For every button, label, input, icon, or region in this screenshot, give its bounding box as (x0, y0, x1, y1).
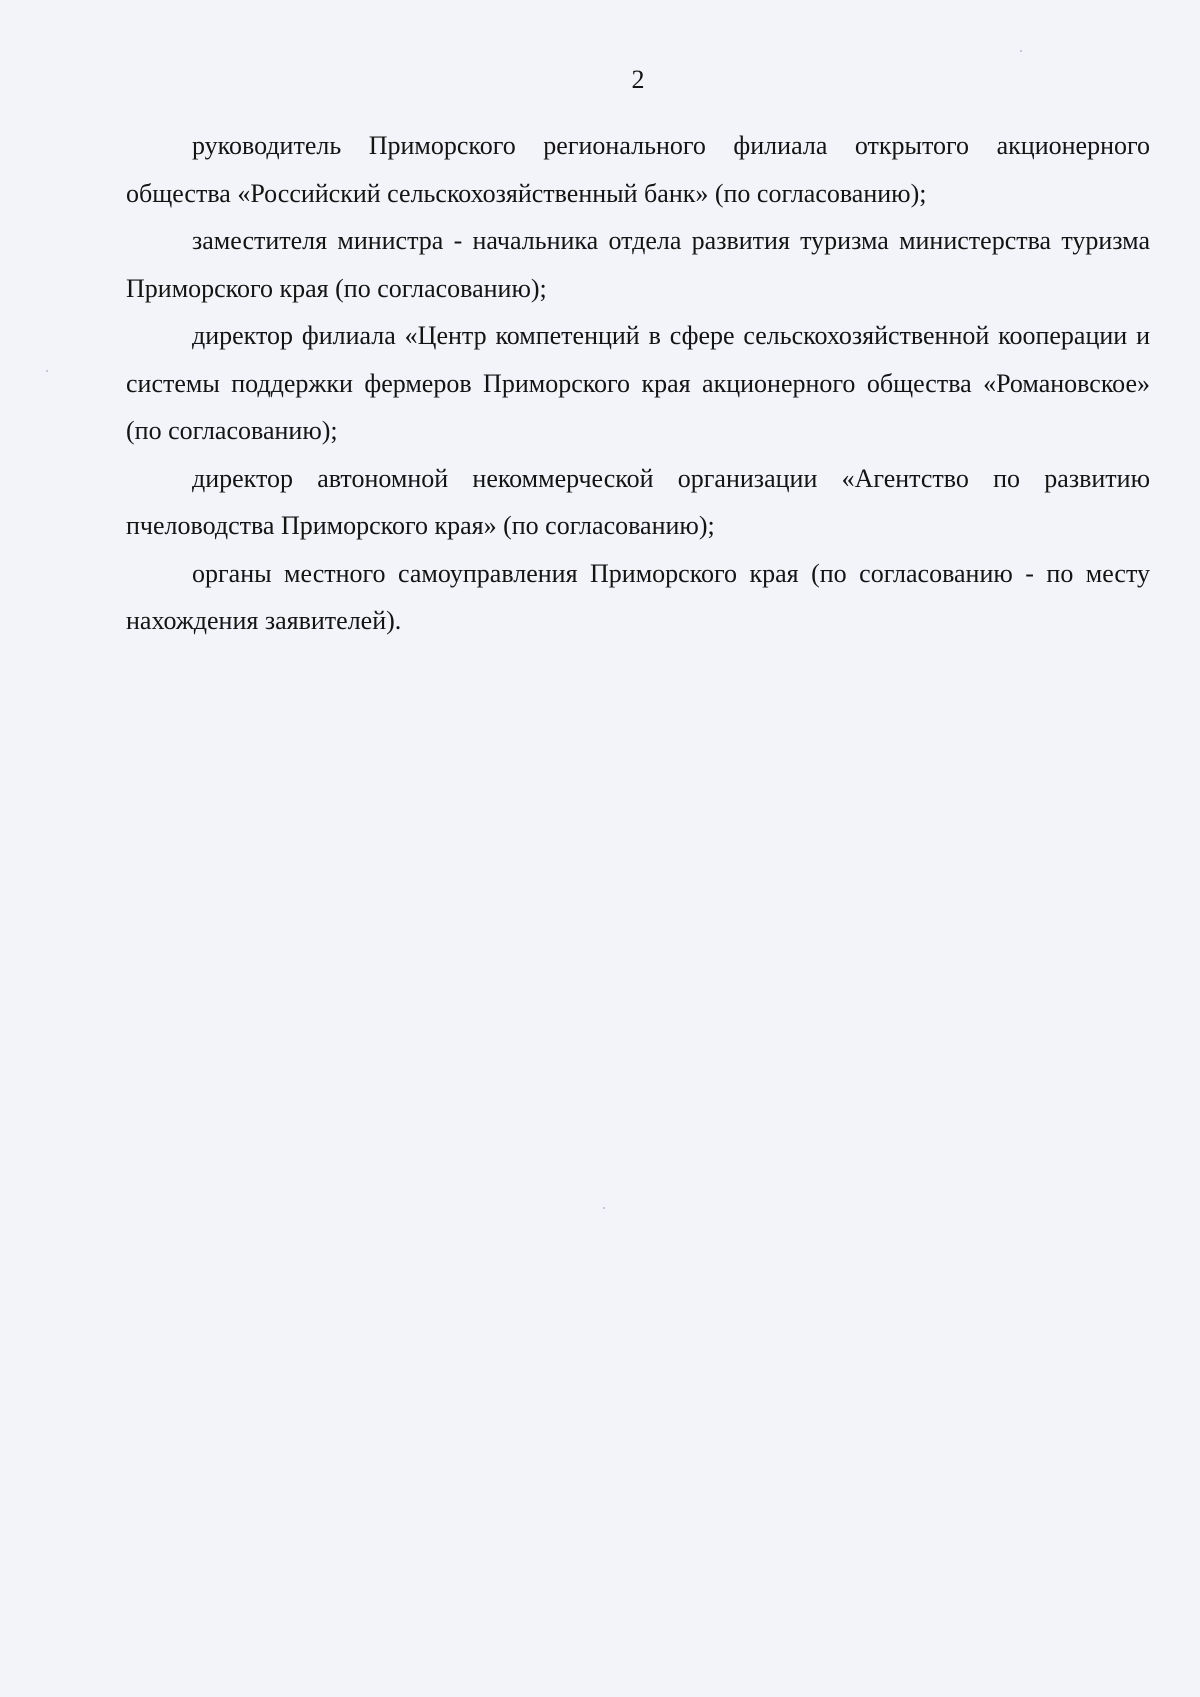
paragraph: директор филиала «Центр компетенций в сфере сельскохозяйственной кооперации и системы поддержки фермеров Приморского края акционерного общества «Романовское» (по согласованию); (126, 321, 1150, 445)
document-body (126, 122, 1150, 645)
paragraph: директор автономной некоммерческой организации «Агентство по развитию пчеловодства Приморского края» (по согласованию); (126, 463, 1150, 540)
scan-speck (603, 1207, 605, 1209)
paragraph: органы местного самоуправления Приморского края (по согласованию - по месту нахождения заявителей). (126, 558, 1150, 635)
scan-speck (1020, 50, 1022, 52)
paragraph: руководитель Приморского регионального филиала открытого акционерного общества «Российский сельскохозяйственный банк» (по согласованию); (126, 131, 1150, 208)
paragraph: заместителя министра - начальника отдела развития туризма министерства туризма Приморского края (по согласованию); (126, 226, 1150, 303)
page-number: 2 (631, 65, 645, 94)
scan-speck (46, 370, 48, 372)
